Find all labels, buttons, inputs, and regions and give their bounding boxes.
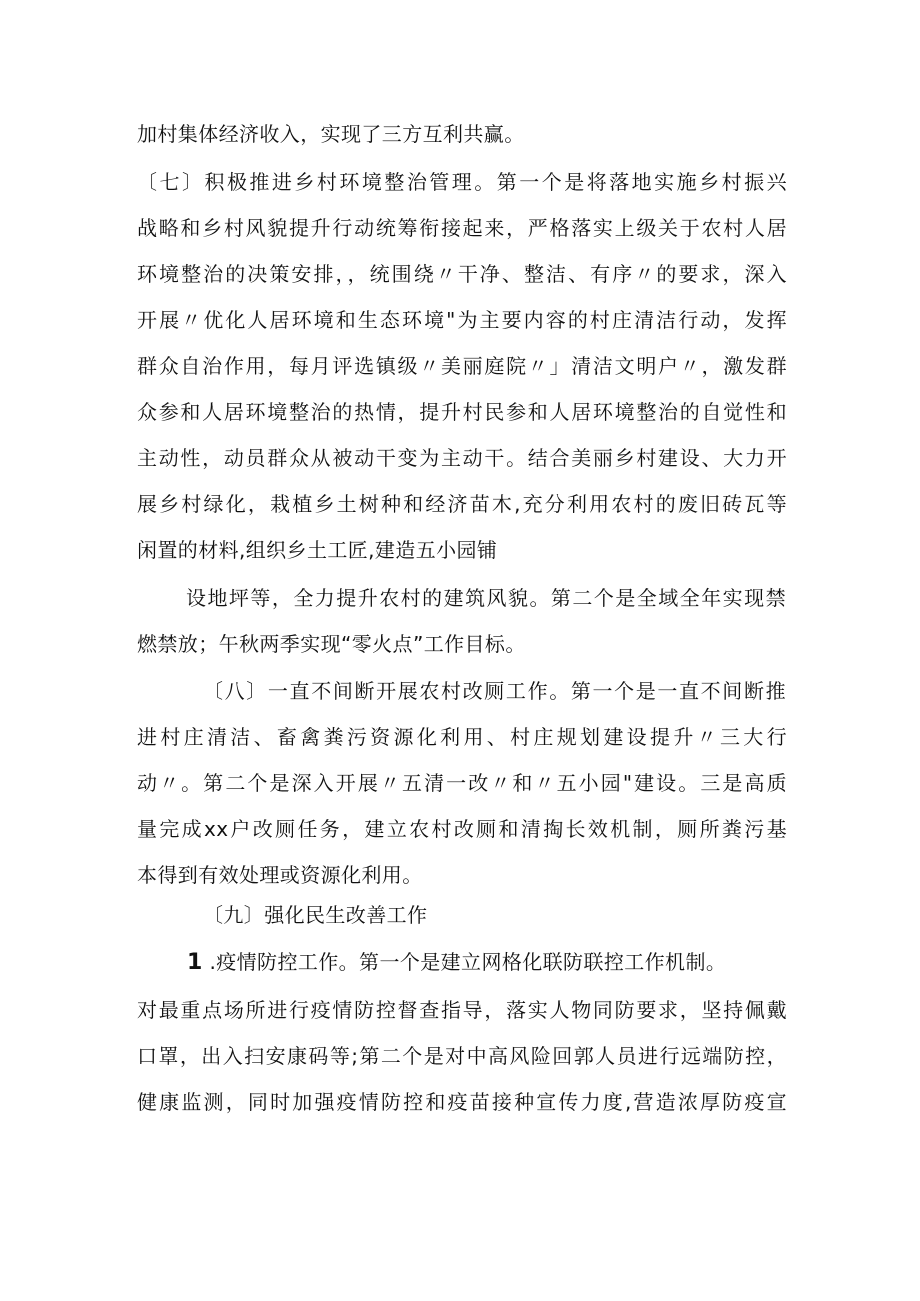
item-one-line [187,947,787,978]
item-one-text: .疫情防控工作。第一个是建立网格化联防联控工作机制。 [209,950,727,974]
paragraph-line: 环境整治的决策安排，，统围绕〃干净、整洁、有序〃的要求，深入 [137,262,787,286]
section-nine-heading: 〔九〕强化民生改善工作 [203,903,428,927]
paragraph-line: 加村集体经济收入，实现了三方互利共赢。 [137,122,525,146]
paragraph-line: 健康监测，同时加强疫情防控和疫苗接种宣传力度,营造浓厚防疫宣 [137,1090,787,1114]
paragraph-line: 口罩，出入扫安康码等;第二个是对中高风险回郭人员进行远端防控， [137,1044,787,1068]
item-number: 1 [187,950,203,975]
paragraph-line: 闲置的材料,组织乡土工匠,建造五小园铺 [137,538,498,562]
paragraph-line: 本得到有效处理或资源化利用。 [137,863,423,887]
paragraph-line: 动〃。第二个是深入开展〃五清一改〃和〃五小园"建设。三是高质 [137,771,787,795]
section-seven-heading-line: 〔七〕积极推进乡村环境整治管理。第一个是将落地实施乡村振兴 [137,170,787,194]
paragraph-line: 设地坪等，全力提升农村的建筑风貌。第二个是全域全年实现禁 [186,586,786,610]
paragraph-line: 展乡村绿化，栽植乡土树种和经济苗木,充分利用农村的废旧砖瓦等 [137,492,787,516]
paragraph-line: 众参和人居环境整治的热情，提升村民参和人居环境整治的自觉性和 [137,400,787,424]
paragraph-line: 量完成xx户改厕任务，建立农村改厕和清掏长效机制，厕所粪污基 [137,817,787,841]
paragraph-line: 燃禁放；午秋两季实现“零火点”工作目标。 [137,632,526,656]
paragraph-line: 对最重点场所进行疫情防控督查指导，落实人物同防要求，坚持佩戴 [137,998,787,1022]
paragraph-line: 群众自治作用，每月评选镇级〃美丽庭院〃」清洁文明户〃，激发群 [137,354,787,378]
paragraph-line: 进村庄清洁、畜禽粪污资源化利用、村庄规划建设提升〃三大行 [137,725,787,749]
paragraph-line: 开展〃优化人居环境和生态环境"为主要内容的村庄清洁行动，发挥 [137,308,787,332]
paragraph-line: 主动性，动员群众从被动干变为主动干。结合美丽乡村建设、大力开 [137,446,787,470]
section-eight-heading-line: 〔八〕一直不间断开展农村改厕工作。第一个是一直不间断推 [203,679,786,703]
paragraph-line: 战略和乡村风貌提升行动统筹衔接起来，严格落实上级关于农村人居 [137,216,787,240]
